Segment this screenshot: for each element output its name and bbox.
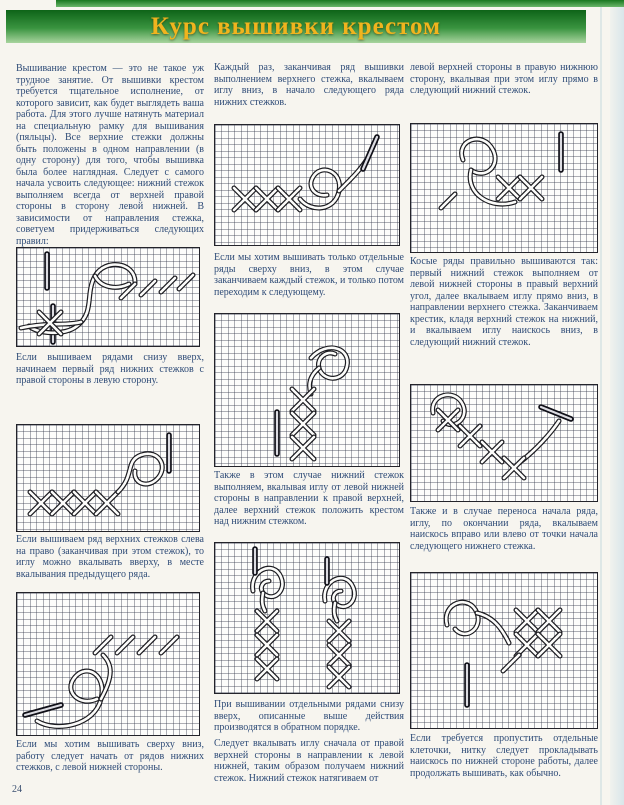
stitch-diagram-8 <box>410 384 598 502</box>
thread-loop <box>253 568 355 621</box>
stitch-diagram-4 <box>214 124 400 246</box>
cross-stitches <box>234 188 300 210</box>
stitch-illustration-8 <box>411 385 597 501</box>
stitch-diagram-3 <box>16 592 200 736</box>
stitch-diagram-1 <box>16 247 200 347</box>
caption-top-down: Если мы хотим вышивать сверху вниз, работу следует начать от рядов нижних стежков, с левой нижней стороны. <box>16 739 204 773</box>
cross-stitches <box>95 637 177 653</box>
right-paragraph-4: Если требуется пропустить отдельные клеточки, нитку следует прокладывать наискось по нижней стороне работы, далее продолжать вышивать, как обычно. <box>410 733 598 779</box>
thread-loop <box>37 655 110 726</box>
stitch-illustration-5 <box>215 314 399 466</box>
middle-paragraph-3: Также в этом случае нижний стежок выполняем, вкалывая иглу от левой нижней стороны в направлении к правой верхней, далее верхний стежок положить крестом над нижним стежком. <box>214 470 404 527</box>
page-number: 24 <box>12 784 22 795</box>
stitch-diagram-6 <box>214 542 400 694</box>
right-paragraph-2: Косые ряды правильно вышиваются так: первый нижний стежок выполняем от левой нижней стороны в правый верхний угол, далее вкалываем иглу прямо вниз, в направлении верхнего стежка. Заканчиваем крестик, кладя верхний стежок на нижний, и вкалываем иглу наискось вниз, в следующий нижний стежок. <box>410 256 598 348</box>
scan-edge <box>610 0 624 805</box>
thread-loop <box>300 159 367 208</box>
needle-icon <box>541 407 571 419</box>
thread-loop <box>446 602 509 643</box>
needle-icon <box>363 137 377 169</box>
scan-edge-line <box>600 0 602 805</box>
stitch-diagram-7 <box>410 123 598 253</box>
right-paragraph-3: Также и в случае переноса начала ряда, иглу, по окончании ряда, вкалываем наискось вправо или влево от точки начала следующего нижнего стежка. <box>410 506 598 552</box>
stitch-illustration-6 <box>215 543 399 693</box>
stitch-illustration-7 <box>411 124 597 252</box>
caption-rows-bottom-up: Если вышиваем рядами снизу вверх, начинаем первый ряд нижних стежков с правой стороны в левую сторону. <box>16 352 204 386</box>
cross-stitches <box>30 492 118 514</box>
stitch-illustration-2 <box>17 425 199 531</box>
cross-stitches <box>292 389 314 459</box>
title-banner <box>6 10 586 43</box>
intro-paragraph: Вышивание крестом — это не такое уж трудное занятие. От вышивки крестом требуется тщательное исполнение, от которого зависит, как будет выглядеть ваша работа. Для этого лучше натянуть материал на специальную рамку для вышивания (пяльцы). Все верхние стежки должны быть положены в одном направлении (в одну сторону) для того, чтобы вышивка была более наглядная. Следует с самого начала усвоить следующее: нижний стежок выполняем всегда от верхней правой стороны в сторону левой нижней. В зависимости от направления стежка, советуем придерживаться следующих правил: <box>16 63 204 247</box>
stitch-illustration-1 <box>17 248 199 346</box>
thread-loop <box>21 265 135 333</box>
caption-top-stitch-row: Если вышиваем ряд верхних стежков слева на право (заканчивая при этом стежок), то иглу можно вкалывать вверху, в месте вкалывания предыдущего ряда. <box>16 534 204 580</box>
middle-paragraph-5: Следует вкалывать иглу сначала от правой верхней стороны в направлении к левой нижней, таким образом получаем нижний стежок. Нижний стежок натягиваем от <box>214 738 404 784</box>
stitch-illustration-3 <box>17 593 199 735</box>
stitch-illustration-9 <box>411 573 597 728</box>
cross-stitches <box>503 610 560 671</box>
page-title: Курс вышивки крестом <box>150 12 442 40</box>
middle-paragraph-1: Каждый раз, заканчивая ряд вышивки выполнением верхнего стежка, вкалываем иглу вниз, в начало следующего ряда нижних стежков. <box>214 62 404 108</box>
needle-icon <box>25 705 61 715</box>
cross-stitches <box>438 410 524 478</box>
middle-paragraph-2: Если мы хотим вышивать только отдельные ряды сверху вниз, в этом случае заканчиваем каждый стежок, и только потом переходим к следующему. <box>214 252 404 298</box>
stitch-diagram-5 <box>214 313 400 467</box>
middle-paragraph-4: При вышивании отдельными рядами снизу вверх, описанные выше действия производятся в обратном порядке. <box>214 699 404 733</box>
thread-loop <box>118 454 162 492</box>
top-stripe <box>56 0 624 7</box>
stitch-diagram-2 <box>16 424 200 532</box>
thread-loop <box>462 139 515 204</box>
stitch-illustration-4 <box>215 125 399 245</box>
right-paragraph-1: левой верхней стороны в правую нижнюю сторону, вкалывая при этом иглу прямо в следующий нижний стежок. <box>410 62 598 96</box>
needle-icon <box>47 254 53 342</box>
stitch-diagram-9 <box>410 572 598 729</box>
